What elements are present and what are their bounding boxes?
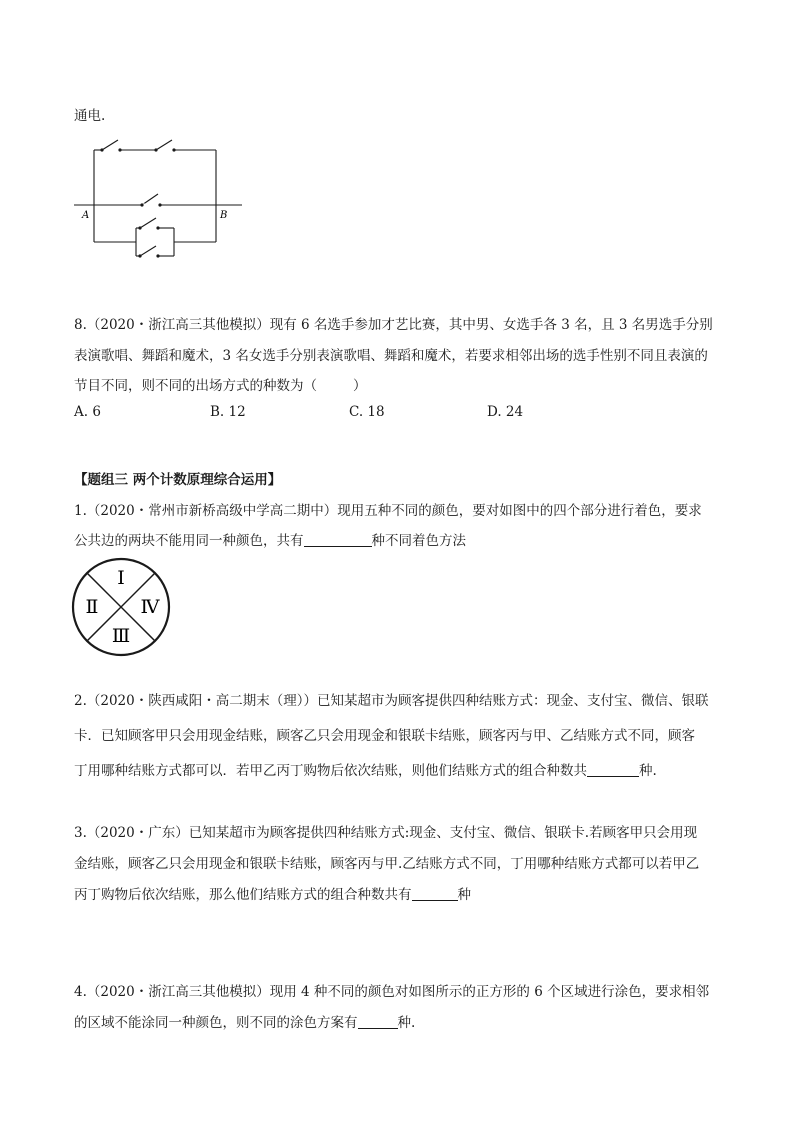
- g3-q2-line3-pre: 丁用哪种结账方式都可以．若甲乙丙丁购物后依次结账，则他们结账方式的组合种数共: [74, 763, 587, 779]
- q8-option-b: B. 12: [210, 404, 246, 420]
- circle-diagram: [70, 556, 172, 658]
- q8-option-a: A. 6: [74, 404, 101, 420]
- answer-blank: [304, 533, 372, 548]
- g3-q3-line1: 3.（2020・广东）已知某超市为顾客提供四种结账方式:现金、支付宝、微信、银联卡.若顾客甲只会用现: [74, 825, 698, 841]
- group3-heading: 【题组三 两个计数原理综合运用】: [74, 472, 282, 488]
- answer-blank: [358, 1015, 398, 1030]
- g3-q3-line3: [74, 883, 471, 903]
- region-3: Ⅲ: [111, 625, 131, 647]
- g3-q2-line2: 卡．已知顾客甲只会用现金结账，顾客乙只会用现金和银联卡结账，顾客丙与甲、乙结账方式不同，顾客: [74, 728, 695, 744]
- g3-q1-line2: [74, 529, 466, 549]
- label-b: B: [220, 210, 228, 221]
- label-a: A: [82, 210, 90, 221]
- q8-line3: [74, 374, 367, 394]
- q8-option-c: C. 18: [349, 404, 385, 420]
- q8-option-d: D. 24: [487, 404, 524, 420]
- region-2: Ⅱ: [85, 596, 99, 618]
- circuit-diagram: [70, 128, 250, 270]
- q8-line2: 表演歌唱、舞蹈和魔术，3 名女选手分别表演歌唱、舞蹈和魔术，若要求相邻出场的选手性别不同且表演的: [74, 348, 708, 364]
- g3-q3-line3-post: 种: [457, 887, 471, 903]
- q8-line3-post: ）: [353, 378, 367, 394]
- g3-q2-line3-post: 种.: [639, 763, 657, 779]
- g3-q4-line2-pre: 的区域不能涂同一种颜色，则不同的涂色方案有: [74, 1015, 358, 1031]
- g3-q4-line1: 4.（2020・浙江高三其他模拟）现用 4 种不同的颜色对如图所示的正方形的 6 个区域进行涂色，要求相邻: [74, 984, 710, 1000]
- g3-q1-line1: 1.（2020・常州市新桥高级中学高二期中）现用五种不同的颜色，要对如图中的四个部分进行着色，要求: [74, 503, 702, 519]
- g3-q1-line2-pre: 公共边的两块不能用同一种颜色，共有: [74, 533, 304, 549]
- g3-q1-line2-post: 种不同着色方法: [371, 533, 466, 549]
- g3-q2-line3: [74, 759, 657, 779]
- g3-q4-line2-post: 种.: [397, 1015, 416, 1031]
- g3-q3-line3-pre: 丙丁购物后依次结账，那么他们结账方式的组合种数共有: [74, 887, 412, 903]
- continued-text: 通电.: [74, 108, 106, 124]
- region-4: Ⅳ: [140, 596, 160, 618]
- g3-q4-line2: [74, 1011, 415, 1031]
- q8-line3-pre: 节目不同，则不同的出场方式的种数为（: [74, 378, 317, 394]
- answer-blank: [412, 887, 458, 902]
- g3-q3-line2: 金结账，顾客乙只会用现金和银联卡结账，顾客丙与甲.乙结账方式不同，丁用哪种结账方式都可以若甲乙: [74, 856, 700, 872]
- q8-line1: 8.（2020・浙江高三其他模拟）现有 6 名选手参加才艺比赛，其中男、女选手各 3 名，且 3 名男选手分别: [74, 317, 713, 333]
- answer-blank: [587, 763, 639, 778]
- region-1: Ⅰ: [117, 567, 125, 589]
- g3-q2-line1: 2.（2020・陕西咸阳・高二期末（理））已知某超市为顾客提供四种结账方式：现金、支付宝、微信、银联: [74, 693, 709, 709]
